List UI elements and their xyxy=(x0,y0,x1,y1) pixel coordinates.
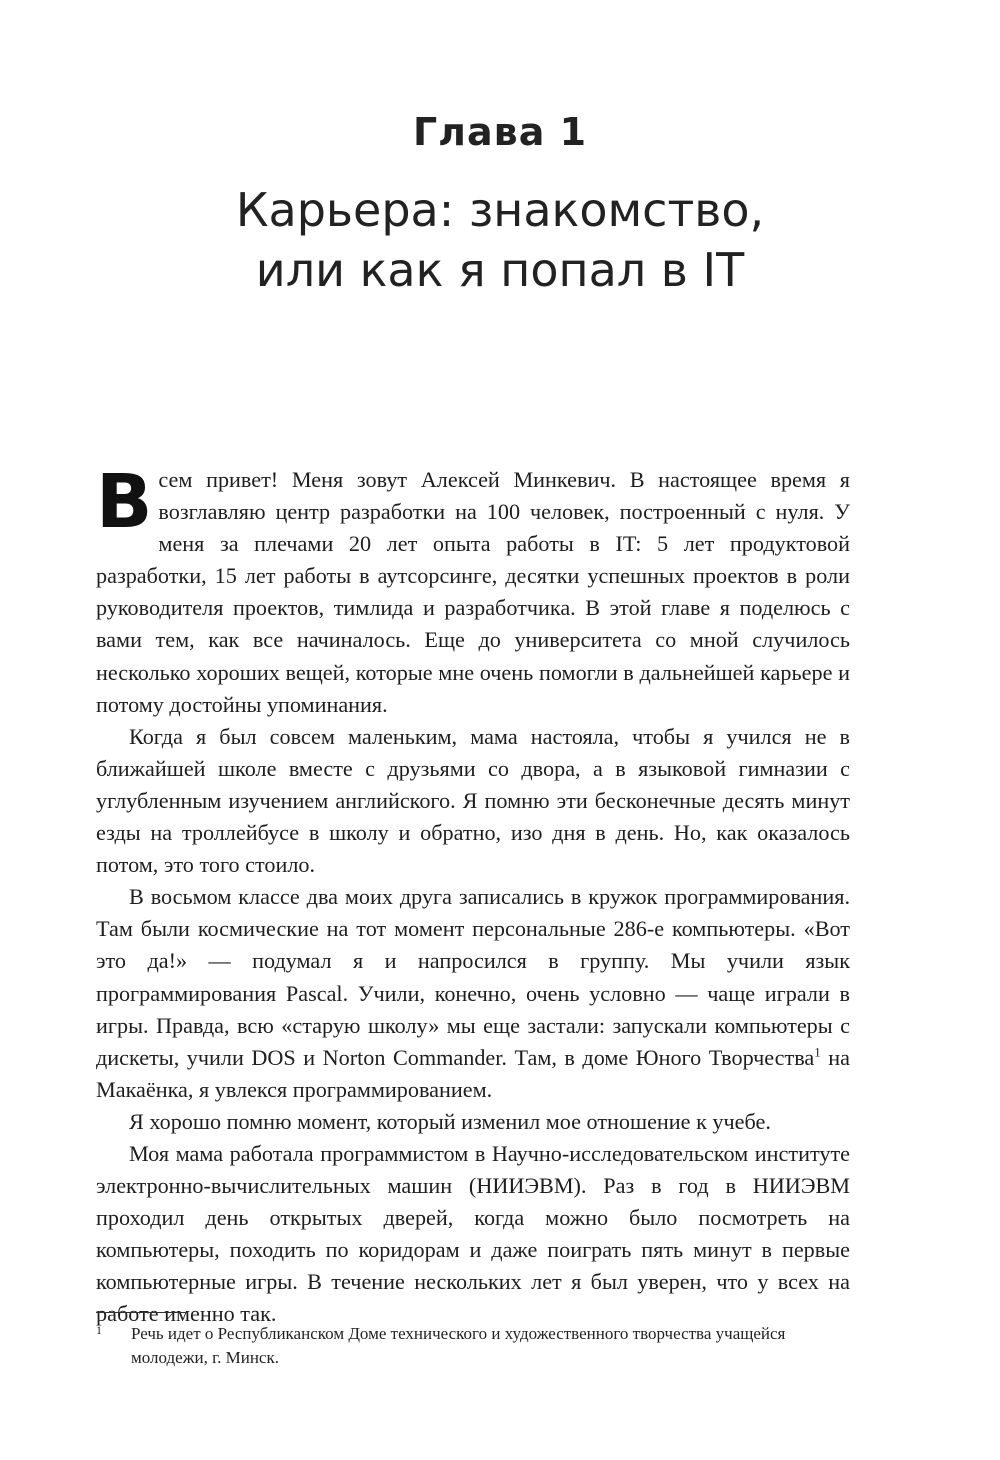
chapter-title xyxy=(0,180,1000,300)
paragraph-3-text-b: на Макаёнка, я увлекся программированием. xyxy=(96,1044,850,1102)
paragraph-3 xyxy=(96,881,850,1106)
paragraph-3-text-a: В восьмом классе два моих друга записались в кружок программирования. Там были космические на тот момент персональные 286-е компьютеры. «Вот это да!» — подумал я и напросился в группу. Мы учили язык программирования Pascal. Учили, конечно, очень условно — чаще играли в игры. Правда, всю «старую школу» мы еще застали: запускали компьютеры с дискеты, учили DOS и Norton Commander. Там, в доме Юного Творчества xyxy=(96,884,850,1070)
paragraph-5: Моя мама работала программистом в Научно-исследовательском институте электронно-вычислительных машин (НИИЭВМ). Раз в год в НИИЭВМ проходил день открытых дверей, когда можно было посмотреть на компьютеры, походить по коридорам и даже поиграть пять минут в первые компьютерные игры. В течение нескольких лет я был уверен, что у всех на работе именно так. xyxy=(96,1140,850,1327)
drop-cap: В xyxy=(96,459,153,545)
chapter-title-line-2: или как я попал в IT xyxy=(255,243,745,297)
footnote-reference[interactable]: 1 xyxy=(814,1044,821,1060)
paragraph-4: Я хорошо помню момент, который изменил мое отношение к учебе. xyxy=(129,1108,771,1134)
body-text xyxy=(96,459,850,1331)
footnote-divider xyxy=(96,1312,188,1313)
footnote-text: Речь идет о Республиканском Доме технического и художественного творчества учащейся молодежи, г. Минск. xyxy=(131,1324,786,1367)
chapter-title-line-1: Карьера: знакомство, xyxy=(235,183,765,237)
chapter-label: Глава 1 xyxy=(412,110,588,154)
paragraph-2: Когда я был совсем маленьким, мама настояла, чтобы я учился не в ближайшей школе вместе с друзьями со двора, а в языковой гимназии с углубленным изучением английского. Я помню эти бесконечные десять минут езды на троллейбусе в школу и обратно, изо дня в день. Но, как оказалось потом, это того стоило. xyxy=(96,723,850,878)
footnote xyxy=(96,1322,856,1370)
footnote-number: 1 xyxy=(96,1323,102,1337)
paragraph-1 xyxy=(96,459,850,721)
paragraph-1-text: сем привет! Меня зовут Алексей Минкевич. В настоящее время я возглавляю центр разработки на 100 человек, построенный с нуля. У меня за плечами 20 лет опыта работы в IT: 5 лет продуктовой разработки, 15 лет работы в аутсорсинге, десятки успешных проектов в роли руководителя проектов, тимлида и разработчика. В этой главе я поделюсь с вами тем, как все начиналось. Еще до университета со мной случилось несколько хороших вещей, которые мне очень помогли в дальнейшей карьере и потому достойны упоминания. xyxy=(96,467,850,717)
